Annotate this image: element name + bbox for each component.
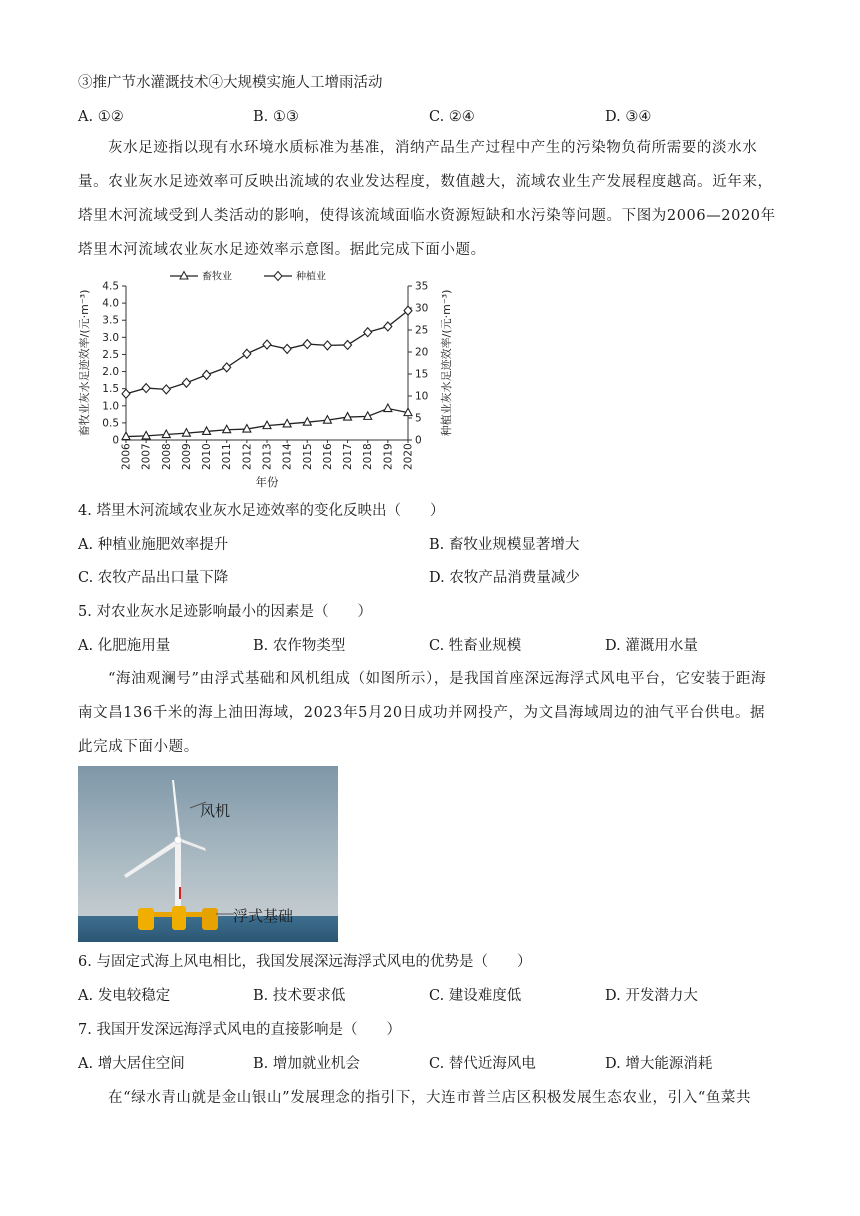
- left-tick-label: 1.5: [102, 383, 119, 396]
- wind-platform-photo: [78, 766, 338, 942]
- x-tick-label: 2016: [321, 443, 334, 470]
- q4-option-c: C. 农牧产品出口量下降: [78, 570, 229, 586]
- left-axis-label: 畜牧业灰水足迹效率/(元·m⁻³): [78, 289, 91, 437]
- diamond-point: [182, 378, 190, 387]
- triangle-point: [344, 413, 352, 421]
- diamond-point: [303, 340, 311, 349]
- diamond-point: [364, 328, 372, 337]
- turbine-hub: [175, 837, 182, 844]
- base-label: 浮式基础: [233, 907, 294, 925]
- diamond-point: [384, 322, 392, 331]
- legend-label: 畜牧业: [202, 271, 232, 283]
- q6-option-c: C. 建设难度低: [429, 988, 522, 1004]
- x-axis-label: 年份: [255, 475, 279, 489]
- triangle-point: [223, 425, 231, 433]
- left-tick-label: 3.0: [102, 331, 119, 344]
- q5-option-b: B. 农作物类型: [253, 638, 346, 654]
- right-axis-label: 种植业灰水足迹效率/(元·m⁻³): [440, 289, 453, 437]
- right-tick-label: 35: [415, 280, 429, 293]
- diamond-point: [263, 340, 271, 349]
- x-tick-label: 2019: [382, 443, 395, 470]
- q7-option-d: D. 增大能源消耗: [605, 1056, 713, 1072]
- right-tick-label: 15: [415, 368, 429, 381]
- passage-floating-wind: “海油观澜号”由浮式基础和风机组成（如图所示），是我国首座深远海浮式风电平台，它安装于距海南文昌136千米的海上油田海域，2023年5月20日成功并网投产，为文昌海域周边的油气平台供电。据此完成下面小题。: [78, 671, 767, 755]
- left-tick-label: 2.0: [102, 366, 119, 379]
- legend-diamond-marker: [274, 272, 282, 281]
- passage-eco-agriculture: 在“绿水青山就是金山银山”发展理念的指引下，大连市普兰店区积极发展生态农业，引入“鱼菜共: [108, 1090, 752, 1106]
- q6-stem: 6. 与固定式海上风电相比，我国发展深远海浮式风电的优势是（ ）: [78, 954, 532, 970]
- x-tick-label: 2020: [402, 443, 415, 470]
- q5-option-a: A. 化肥施用量: [78, 638, 171, 654]
- diamond-point: [283, 344, 291, 353]
- right-tick-label: 25: [415, 324, 429, 337]
- diamond-point: [162, 385, 170, 394]
- diamond-point: [344, 340, 352, 349]
- legend-label: 种植业: [296, 271, 326, 283]
- right-tick-label: 30: [415, 302, 429, 315]
- legend-triangle-marker: [180, 272, 188, 280]
- x-tick-label: 2013: [261, 443, 274, 470]
- q4-stem: 4. 塔里木河流域农业灰水足迹效率的变化反映出（ ）: [78, 503, 445, 519]
- q7-option-c: C. 替代近海风电: [429, 1056, 536, 1072]
- turbine-label: 风机: [200, 802, 231, 820]
- passage-grey-water: 灰水足迹指以现有水环境水质标准为基准，消纳产品生产过程中产生的污染物负荷所需要的淡水水量。农业灰水足迹效率可反映出流域的农业发达程度，数值越大，流域农业生产发展程度越高。近年来，塔里木河流域受到人类活动的影响，使得该流域面临水资源短缺和水污染等问题。下图为2006—2020年塔里木河流域农业灰水足迹效率示意图。据此完成下面小题。: [78, 140, 776, 258]
- sky: [78, 766, 338, 918]
- left-tick-label: 4.0: [102, 297, 119, 310]
- left-tick-label: 0: [112, 434, 119, 447]
- triangle-point: [384, 404, 392, 412]
- diamond-point: [142, 384, 150, 393]
- series-line-diamond: [126, 311, 408, 394]
- tower-marking: [179, 887, 181, 899]
- right-tick-label: 20: [415, 346, 429, 359]
- q5-option-d: D. 灌溉用水量: [605, 638, 698, 654]
- q4-option-d: D. 农牧产品消费量减少: [429, 570, 580, 586]
- diamond-point: [122, 389, 130, 398]
- q7-stem: 7. 我国开发深远海浮式风电的直接影响是（ ）: [78, 1022, 401, 1038]
- right-tick-label: 0: [415, 434, 422, 447]
- x-tick-label: 2011: [221, 443, 234, 470]
- x-tick-label: 2006: [120, 443, 133, 470]
- left-tick-label: 1.0: [102, 400, 119, 413]
- q3-answer-b: B. ①③: [253, 109, 299, 125]
- q5-stem: 5. 对农业灰水足迹影响最小的因素是（ ）: [78, 604, 372, 620]
- left-tick-label: 0.5: [102, 417, 119, 430]
- left-tick-label: 2.5: [102, 348, 119, 361]
- turbine-tower: [175, 841, 181, 912]
- grey-water-chart: [78, 268, 458, 496]
- q6-option-b: B. 技术要求低: [253, 988, 346, 1004]
- q3-answer-a: A. ①②: [78, 109, 124, 125]
- q3-answer-d: D. ③④: [605, 109, 652, 125]
- q5-option-c: C. 牲畜业规模: [429, 638, 522, 654]
- q6-option-a: A. 发电较稳定: [78, 988, 171, 1004]
- diamond-point: [323, 341, 331, 350]
- right-tick-label: 5: [415, 412, 422, 425]
- left-tick-label: 4.5: [102, 280, 119, 293]
- q4-option-b: B. 畜牧业规模显著增大: [429, 537, 580, 553]
- x-tick-label: 2014: [281, 443, 294, 470]
- diamond-point: [223, 363, 231, 372]
- diamond-point: [203, 370, 211, 379]
- x-tick-label: 2012: [241, 443, 254, 470]
- base-column: [172, 906, 186, 930]
- x-tick-label: 2008: [160, 443, 173, 470]
- right-tick-label: 10: [415, 390, 429, 403]
- base-column: [202, 908, 218, 930]
- q7-option-a: A. 增大居住空间: [78, 1056, 185, 1072]
- x-tick-label: 2017: [342, 443, 355, 470]
- diamond-point: [404, 306, 412, 315]
- q6-option-d: D. 开发潜力大: [605, 988, 698, 1004]
- diamond-point: [243, 349, 251, 358]
- x-tick-label: 2018: [362, 443, 375, 470]
- base-column: [138, 908, 154, 930]
- q3-option-line: ③推广节水灌溉技术④大规模实施人工增雨活动: [78, 75, 383, 91]
- q7-option-b: B. 增加就业机会: [253, 1056, 360, 1072]
- left-tick-label: 3.5: [102, 314, 119, 327]
- q3-answer-c: C. ②④: [429, 109, 475, 125]
- chart-svg: [78, 268, 458, 496]
- q4-option-a: A. 种植业施肥效率提升: [78, 537, 229, 553]
- x-tick-label: 2015: [301, 443, 314, 470]
- x-tick-label: 2007: [140, 443, 153, 470]
- x-tick-label: 2010: [201, 443, 214, 470]
- triangle-point: [122, 432, 130, 440]
- x-tick-label: 2009: [180, 443, 193, 470]
